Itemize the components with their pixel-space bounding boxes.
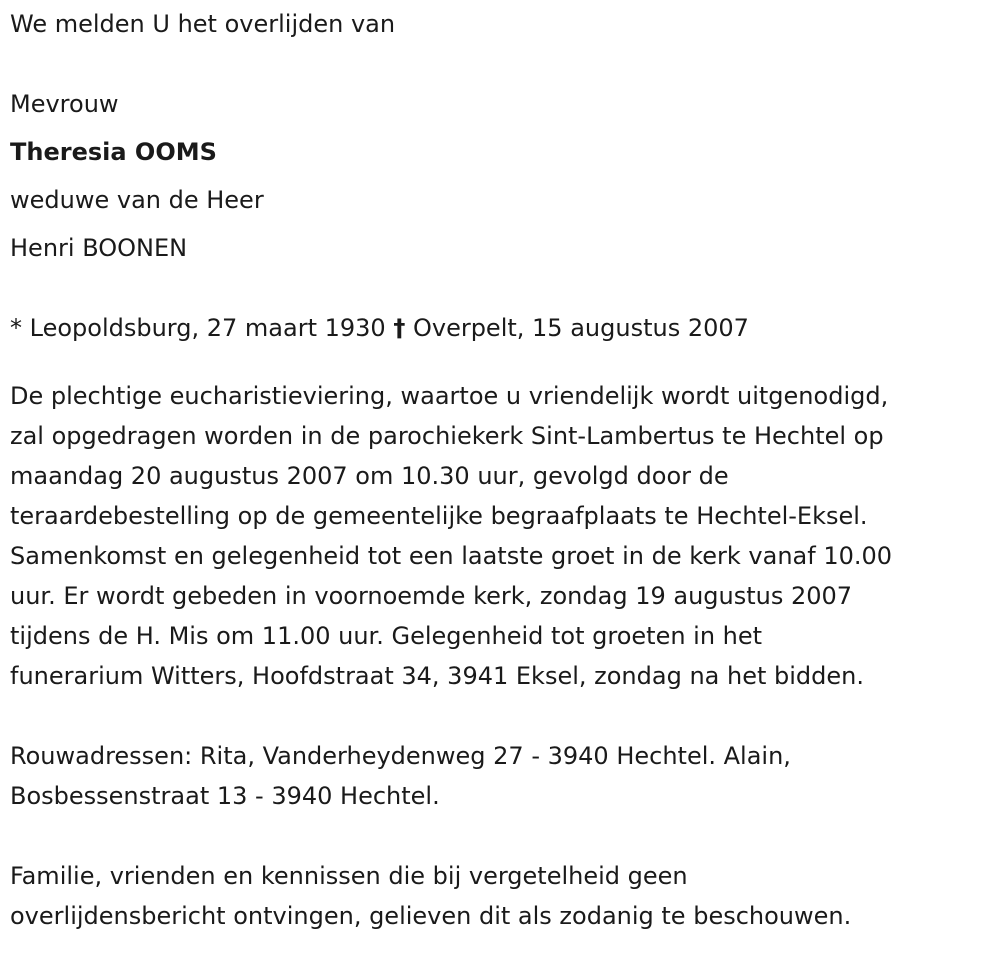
address-line: Bosbessenstraat 13 - 3940 Hechtel. [10, 782, 440, 810]
service-line: tijdens de H. Mis om 11.00 uur. Gelegenheid tot groeten in het [10, 622, 763, 650]
service-line: maandag 20 augustus 2007 om 10.30 uur, gevolgd door de [10, 462, 729, 490]
closing-line: overlijdensbericht ontvingen, gelieven dit als zodanig te beschouwen. [10, 902, 852, 930]
service-line: De plechtige eucharistieviering, waartoe u vriendelijk wordt uitgenodigd, [10, 382, 889, 410]
salutation: Mevrouw [10, 90, 119, 118]
service-line: Samenkomst en gelegenheid tot een laatste groet in de kerk vanaf 10.00 [10, 542, 893, 570]
death-notice [10, 0, 995, 936]
service-paragraph [10, 376, 995, 696]
address-line: Rouwadressen: Rita, Vanderheydenweg 27 - 3940 Hechtel. Alain, [10, 742, 791, 770]
spacer [10, 816, 995, 856]
closing-line: Familie, vrienden en kennissen die bij vergetelheid geen [10, 862, 688, 890]
service-line: funerarium Witters, Hoofdstraat 34, 3941 Eksel, zondag na het bidden. [10, 662, 864, 690]
spacer [10, 352, 995, 376]
death-info: Overpelt, 15 augustus 2007 [412, 314, 749, 342]
service-line: teraardebestelling op de gemeentelijke begraafplaats te Hechtel-Eksel. [10, 502, 868, 530]
spacer [10, 272, 995, 304]
service-line: zal opgedragen worden in de parochiekerk Sint-Lambertus te Hechtel op [10, 422, 884, 450]
address-paragraph [10, 736, 995, 816]
relation-text: weduwe van de Heer [10, 186, 264, 214]
closing-paragraph [10, 856, 995, 936]
spouse-name: Henri BOONEN [10, 234, 188, 262]
birth-info: * Leopoldsburg, 27 maart 1930 [10, 314, 386, 342]
cross-icon: † [393, 314, 406, 342]
intro-text: We melden U het overlijden van [10, 10, 396, 38]
deceased-name: Theresia OOMS [10, 138, 217, 166]
spacer [10, 696, 995, 736]
spacer [10, 48, 995, 80]
life-dates [10, 304, 995, 352]
service-line: uur. Er wordt gebeden in voornoemde kerk, zondag 19 augustus 2007 [10, 582, 853, 610]
